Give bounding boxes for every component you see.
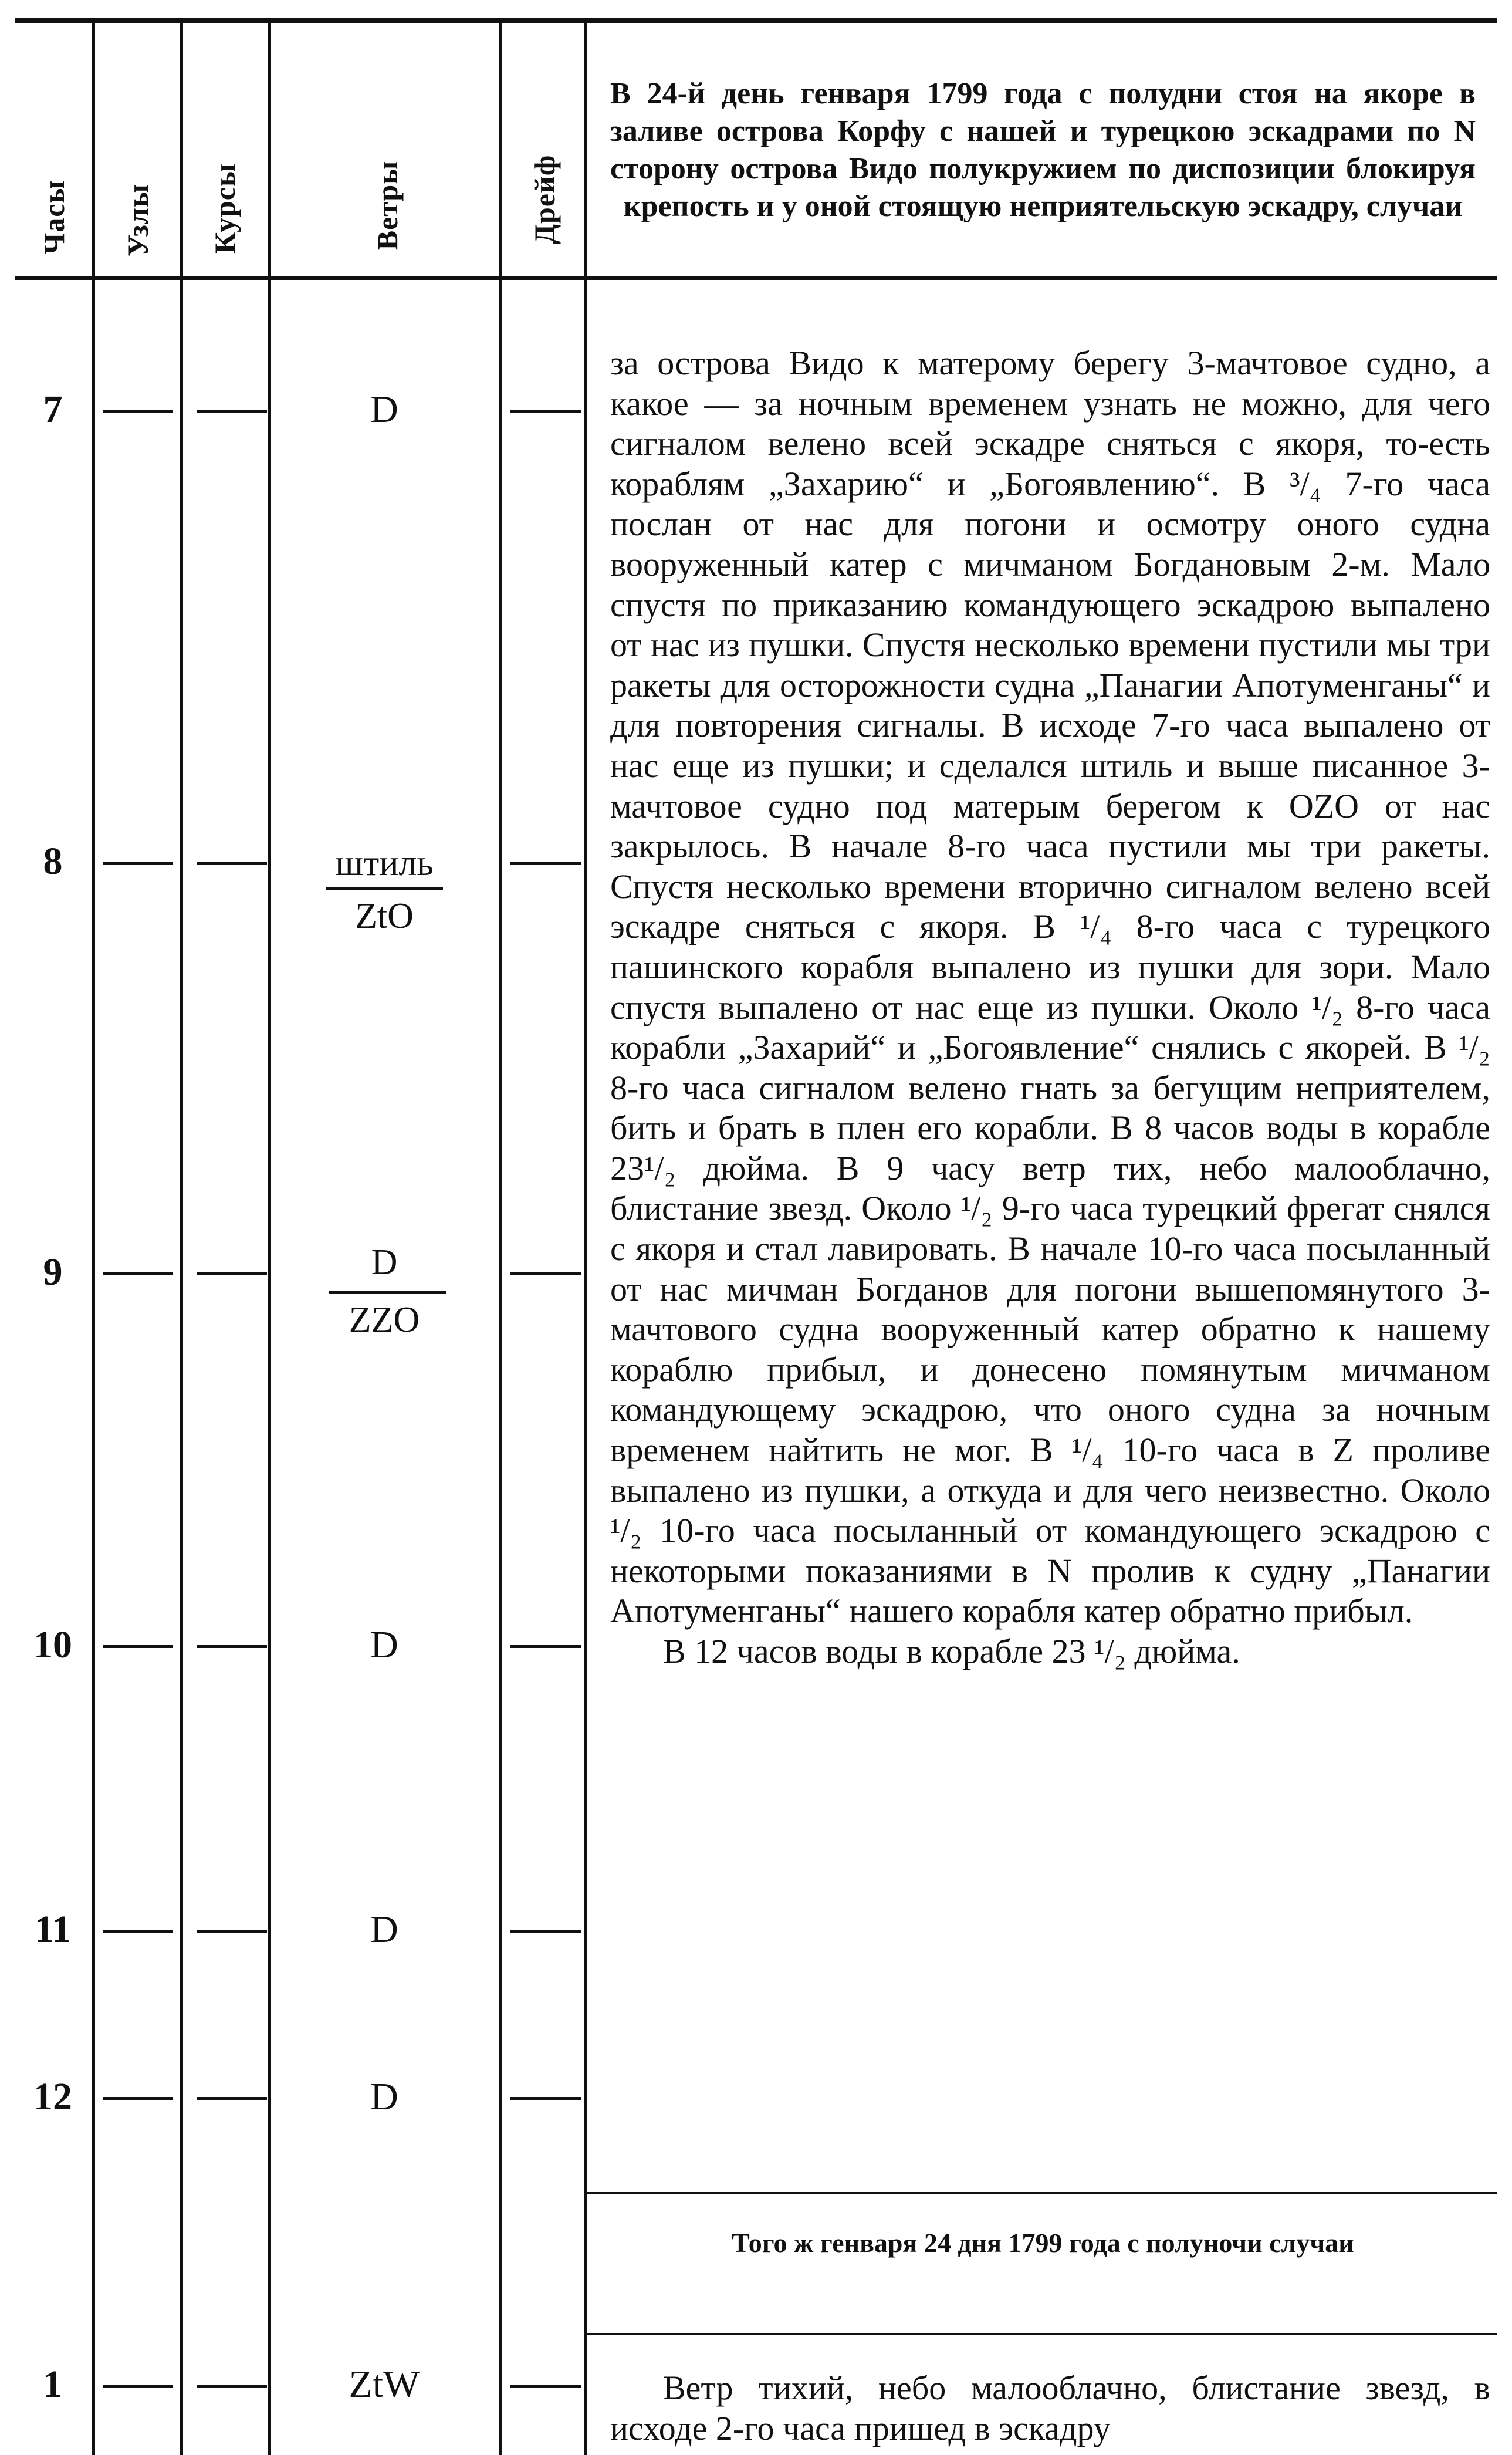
course-dash: [197, 2097, 267, 2100]
course-dash: [197, 1645, 267, 1648]
log-entry-text: [610, 343, 1490, 1672]
column-divider: [499, 22, 502, 2455]
wind-cell: D: [370, 2075, 398, 2118]
knots-dash: [103, 1645, 173, 1648]
knots-dash: [103, 862, 173, 865]
column-header-drift: Дрейф: [528, 154, 561, 245]
drift-dash: [510, 2385, 581, 2388]
knots-dash: [103, 410, 173, 413]
wind-cell-bottom: ZtO: [355, 896, 414, 936]
wind-cell-top: штиль: [335, 843, 434, 883]
column-header-hours: Часы: [38, 180, 70, 255]
wind-fraction-bar: [329, 1291, 446, 1294]
drift-dash: [510, 1645, 581, 1648]
hour-cell: 10: [33, 1623, 72, 1666]
log-header-text: В 24-й день генваря 1799 года с полудни стоя на якоре в заливе острова Корфу с нашей и турецкою эскадрами по N сторону острова Видо полукружием по диспозиции блокируя крепость и у оной стоящую неприятельскую эскадру, случаи: [610, 77, 1476, 223]
drift-dash: [510, 2097, 581, 2100]
knots-dash: [103, 1930, 173, 1933]
log-entry-final-line: В 12 часов воды в корабле 23 ¹/₂ дюйма.: [663, 1632, 1240, 1670]
hour-cell: 8: [43, 840, 63, 883]
wind-cell-top: D: [371, 1242, 398, 1282]
wind-fraction-bar: [326, 887, 443, 890]
knots-dash: [103, 2385, 173, 2388]
course-dash: [197, 410, 267, 413]
hour-cell: 11: [34, 1908, 72, 1951]
log-entry-paragraph: за острова Видо к матерому берегу 3-мачтовое судно, а какое — за ночным временем узнать не можно, для чего сигналом велено всей эскадре сняться с якоря, то-есть кораблям „Захарию“ и „Богоявлению“. В ³/₄ 7-го часа послан от нас для погони и осмотру оного судна вооруженный катер с мичманом Богдановым 2-м. Мало спустя по приказанию командующего эскадрою выпалено от нас из пушки. Спустя несколько времени пустили мы три ракеты для осторожности судна „Панагии Апотуменганы“ и для повторения сигналы. В исходе 7-го часа выпалено от нас еще из пушки; и сделался штиль и выше писанное 3-мачтовое судно под матерым берегом к OZO от нас закрылось. В начале 8-го часа пустили мы три ракеты. Спустя несколько времени вторично сигналом велено всей эскадре сняться с якоря. В ¹/₄ 8-го часа с турецкого пашинского корабля выпалено из пушки для зори. Мало спустя выпалено от нас еще из пушки. Около ¹/₂ 8-го часа корабли „Захарий“ и „Богоявление“ снялись с якорей. В ¹/₂ 8-го часа сигналом велено гнать за бегущим неприятелем, бить и брать в плен его корабли. В 8 часов воды в корабле 23¹/₂ дюйма. В 9 часу ветр тих, небо малооблачно, блистание звезд. Около ¹/₂ 9-го часа турецкий фрегат снялся с якоря и стал лавировать. В начале 10-го часа посыланный от нас мичман Богданов для погони вышепомянутого 3-мачтового судна вооруженный катер обратно к нашему кораблю прибыл, и донесено помянутым мичманом командующему эскадрою, что оного судна за ночным временем найтить не мог. В ¹/₄ 10-го часа в Z проливе выпалено из пушки, а откуда и для чего неизвестно. Около ¹/₂ 10-го часа посыланный от командующего эскадрою с некоторыми показаниями в N пролив к судну „Панагии Апотуменганы“ нашего корабля катер обратно прибыл.: [610, 344, 1490, 1630]
hour-cell: 12: [33, 2075, 72, 2118]
drift-dash: [510, 1272, 581, 1275]
column-header-courses: Курсы: [208, 163, 241, 254]
wind-cell: D: [370, 1623, 398, 1666]
hour-cell: 7: [43, 388, 63, 431]
course-dash: [197, 862, 267, 865]
midnight-entry-text: Ветр тихий, небо малооблачно, блистание звезд, в исходе 2-го часа пришед в эскадру: [610, 2369, 1490, 2447]
drift-dash: [510, 410, 581, 413]
course-dash: [197, 2385, 267, 2388]
drift-dash: [510, 1930, 581, 1933]
wind-cell-bottom: ZZO: [349, 1300, 420, 1340]
wind-cell: ZtW: [349, 2363, 420, 2406]
knots-dash: [103, 2097, 173, 2100]
column-divider: [180, 22, 183, 2455]
drift-dash: [510, 862, 581, 865]
column-header-knots: Узлы: [121, 184, 154, 256]
course-dash: [197, 1930, 267, 1933]
top-rule: [15, 18, 1497, 23]
midnight-section-header: Того ж генваря 24 дня 1799 года с полуночи случаи: [732, 2228, 1354, 2258]
hour-cell: 1: [43, 2363, 63, 2406]
header-bottom-rule: [15, 276, 1497, 280]
column-divider: [584, 22, 587, 2455]
column-divider: [268, 22, 271, 2455]
section-rule-bottom: [587, 2333, 1497, 2335]
knots-dash: [103, 1272, 173, 1275]
course-dash: [197, 1272, 267, 1275]
column-header-winds: Ветры: [371, 160, 404, 251]
wind-cell: D: [370, 388, 398, 431]
hour-cell: 9: [43, 1251, 63, 1294]
section-rule-top: [587, 2192, 1497, 2194]
wind-cell: D: [370, 1908, 398, 1951]
